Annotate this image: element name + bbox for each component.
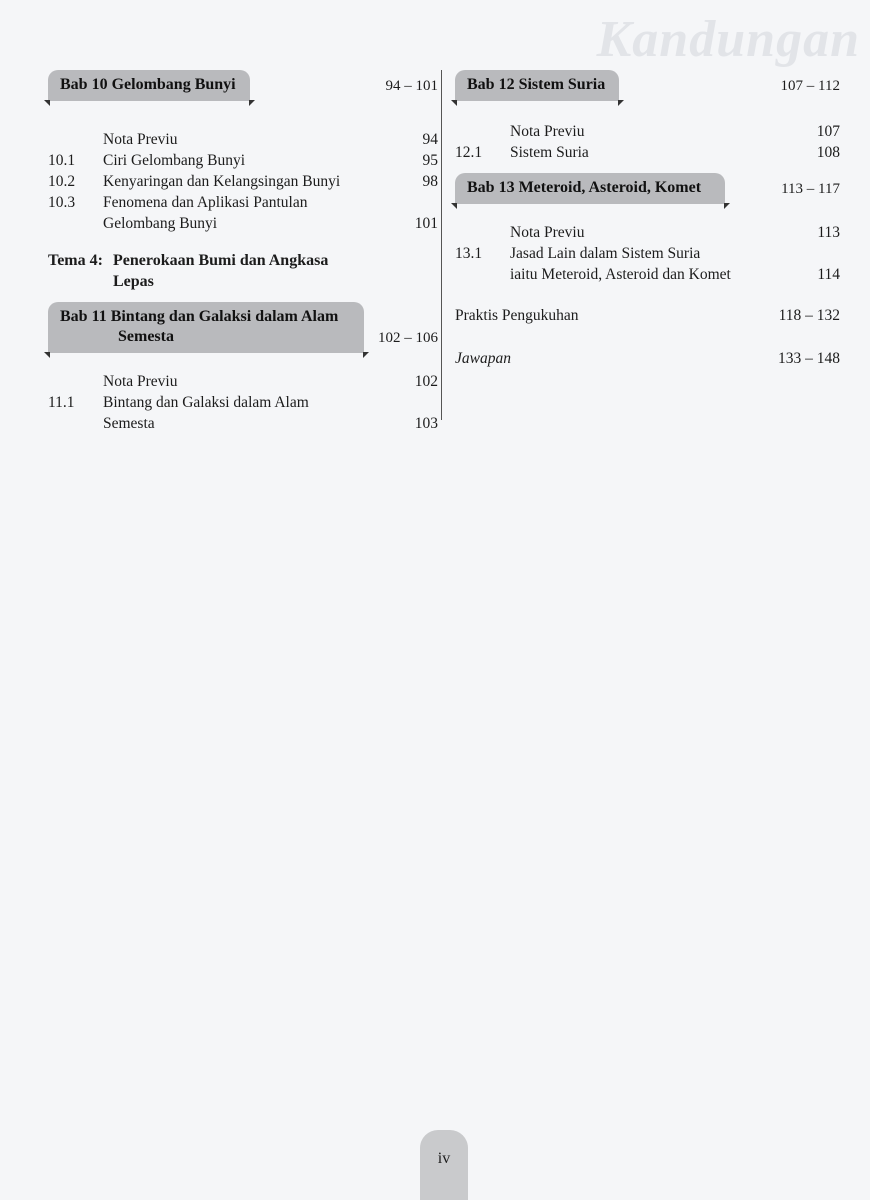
praktis-entry bbox=[455, 305, 840, 326]
chapter-header-bab10 bbox=[48, 70, 438, 101]
entry-title: Ciri Gelombang Bunyi bbox=[103, 152, 246, 169]
toc-entry bbox=[48, 150, 438, 171]
jawapan-title: Jawapan bbox=[455, 350, 511, 367]
entry-title: iaitu Meteroid, Asteroid dan Komet bbox=[510, 266, 731, 283]
toc-entry bbox=[455, 121, 840, 142]
entry-page: 101 bbox=[414, 215, 438, 232]
praktis-pages: 118 – 132 bbox=[778, 307, 840, 324]
praktis-title: Praktis Pengukuhan bbox=[455, 307, 579, 324]
entry-title: Sistem Suria bbox=[510, 144, 589, 161]
entry-title: Semesta bbox=[103, 415, 155, 432]
entry-page: 95 bbox=[422, 152, 438, 169]
entry-number: 10.1 bbox=[48, 152, 76, 169]
chapter-pages: 102 – 106 bbox=[378, 330, 438, 346]
entry-title: Bintang dan Galaksi dalam Alam bbox=[103, 394, 309, 411]
toc-entry bbox=[48, 213, 438, 234]
entry-title: Nota Previu bbox=[103, 373, 178, 390]
toc-entry bbox=[48, 129, 438, 150]
column-divider bbox=[441, 70, 442, 420]
entry-number: 12.1 bbox=[455, 144, 483, 161]
right-column bbox=[455, 70, 840, 369]
entry-page: 98 bbox=[422, 173, 438, 190]
chapter-title: Bab 13 Meteroid, Asteroid, Komet bbox=[455, 173, 725, 204]
toc-entry bbox=[455, 243, 840, 264]
toc-entry bbox=[48, 371, 438, 392]
chapter-title: Bab 12 Sistem Suria bbox=[455, 70, 619, 101]
entry-title: Fenomena dan Aplikasi Pantulan bbox=[103, 194, 308, 211]
chapter-title-line2: Semesta bbox=[118, 328, 174, 345]
jawapan-pages: 133 – 148 bbox=[778, 350, 840, 367]
page-number bbox=[420, 1130, 468, 1200]
bab11-entries bbox=[48, 371, 438, 434]
left-column bbox=[48, 70, 438, 434]
toc-entry bbox=[455, 264, 840, 285]
chapter-title: Bab 10 Gelombang Bunyi bbox=[48, 70, 250, 101]
chapter-pages: 94 – 101 bbox=[385, 78, 438, 94]
theme-title bbox=[113, 250, 328, 292]
toc-entry bbox=[455, 142, 840, 163]
theme-title-line2: Lepas bbox=[113, 273, 154, 290]
toc-entry bbox=[48, 171, 438, 192]
entry-page: 107 bbox=[816, 123, 840, 140]
chapter-header-bab12 bbox=[455, 70, 840, 101]
bab10-entries bbox=[48, 129, 438, 234]
theme-label: Tema 4: bbox=[48, 252, 103, 269]
entry-page: 113 bbox=[817, 224, 840, 241]
theme-heading bbox=[48, 250, 438, 292]
bab12-entries bbox=[455, 121, 840, 163]
chapter-header-bab11 bbox=[48, 302, 438, 353]
entry-number: 10.2 bbox=[48, 173, 76, 190]
chapter-title bbox=[48, 302, 364, 353]
entry-page: 108 bbox=[816, 144, 840, 161]
jawapan-entry bbox=[455, 348, 840, 369]
toc-entry bbox=[455, 222, 840, 243]
toc-entry bbox=[48, 192, 438, 213]
entry-page: 103 bbox=[414, 415, 438, 432]
entry-page: 102 bbox=[414, 373, 438, 390]
entry-title: Kenyaringan dan Kelangsingan Bunyi bbox=[103, 173, 341, 190]
chapter-pages: 113 – 117 bbox=[781, 181, 840, 197]
toc-entry bbox=[48, 392, 438, 413]
chapter-pages: 107 – 112 bbox=[780, 78, 840, 94]
entry-number: 10.3 bbox=[48, 194, 76, 211]
entry-number: 13.1 bbox=[455, 245, 483, 262]
bab13-entries bbox=[455, 222, 840, 285]
entry-page: 94 bbox=[422, 131, 438, 148]
entry-title: Nota Previu bbox=[510, 123, 585, 140]
entry-page: 114 bbox=[817, 266, 840, 283]
toc-entry bbox=[48, 413, 438, 434]
page-number-text: iv bbox=[437, 1150, 451, 1167]
entry-title: Nota Previu bbox=[510, 224, 585, 241]
watermark-heading: Kandungan bbox=[596, 11, 860, 68]
entry-number: 11.1 bbox=[48, 394, 75, 411]
theme-title-line1: Penerokaan Bumi dan Angkasa bbox=[113, 252, 329, 269]
entry-title: Gelombang Bunyi bbox=[103, 215, 218, 232]
entry-title: Nota Previu bbox=[103, 131, 178, 148]
entry-title: Jasad Lain dalam Sistem Suria bbox=[510, 245, 701, 262]
chapter-title-line1: Bab 11 Bintang dan Galaksi dalam Alam bbox=[60, 308, 339, 325]
chapter-header-bab13 bbox=[455, 173, 840, 204]
